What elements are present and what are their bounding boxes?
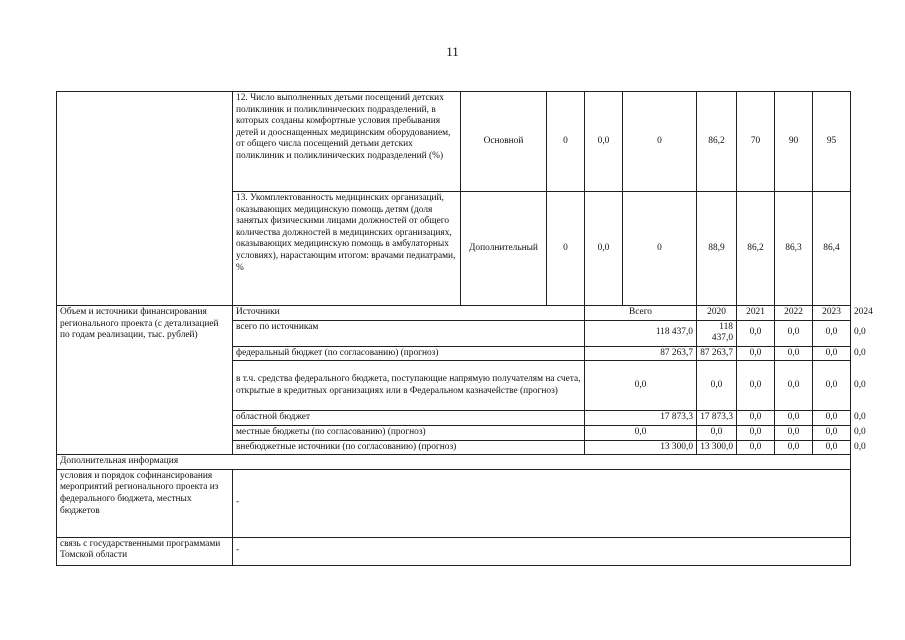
indicator-value: 86,2 (737, 192, 775, 306)
additional-value: - (233, 537, 851, 565)
indicator-type: Дополнительный (461, 192, 547, 306)
finance-value: 0,0 (813, 411, 851, 426)
indicator-type: Основной (461, 92, 547, 192)
finance-header-row: Объем и источники финансирования регионального проекта (с детализацией по годам реализации, тыс. рублей) Источники Всего 2020 2021 2022 2023 2024 (57, 306, 851, 321)
finance-source: в т.ч. средства федерального бюджета, поступающие напрямую получателям на счета, открытые в кредитных организациях или в Федеральном казначействе (прогноз) (233, 361, 585, 411)
indicator-value: 0 (623, 192, 697, 306)
additional-heading-row (57, 455, 851, 470)
left-empty-cell (57, 92, 233, 306)
finance-value: 0,0 (697, 361, 737, 411)
finance-value: 0,0 (737, 320, 775, 346)
indicator-value: 86,4 (813, 192, 851, 306)
indicator-text: 12. Число выполненных детьми посещений детских поликлиник и поликлинических подразделений, в которых созданы комфортные условия пребывания детей и дооснащенных медицинским оборудованием, от общего числа посещений детьми детских поликлиник и поликлинических подразделений (%) (233, 92, 461, 192)
indicator-value: 88,9 (697, 192, 737, 306)
finance-header-year: 2023 (813, 306, 851, 321)
indicator-value: 0,0 (585, 92, 623, 192)
finance-value: 0,0 (737, 346, 775, 361)
indicator-value: 86,3 (775, 192, 813, 306)
additional-label: условия и порядок софинансирования мероприятий регионального проекта из федерального бюджета, местных бюджетов (57, 469, 233, 537)
finance-source: областной бюджет (233, 411, 585, 426)
finance-value: 87 263,7 (697, 346, 737, 361)
finance-value: 0,0 (813, 346, 851, 361)
finance-value: 87 263,7 (585, 346, 697, 361)
finance-value: 0,0 (775, 411, 813, 426)
additional-value: - (233, 469, 851, 537)
finance-value: 0,0 (775, 440, 813, 455)
finance-row: местные бюджеты (по согласованию) (прогноз) 0,0 0,0 0,0 0,0 0,0 0,0 (57, 425, 851, 440)
indicator-value: 0 (623, 92, 697, 192)
finance-value: 0,0 (585, 361, 697, 411)
finance-source: местные бюджеты (по согласованию) (прогноз) (233, 425, 585, 440)
finance-value: 118 437,0 (697, 320, 737, 346)
finance-value: 0,0 (813, 320, 851, 346)
finance-value: 0,0 (775, 361, 813, 411)
indicator-value: 95 (813, 92, 851, 192)
finance-header-total: Всего (585, 306, 697, 321)
finance-row: областной бюджет 17 873,3 17 873,3 0,0 0,0 0,0 0,0 (57, 411, 851, 426)
finance-source: федеральный бюджет (по согласованию) (прогноз) (233, 346, 585, 361)
finance-value: 0,0 (813, 425, 851, 440)
finance-value: 0,0 (737, 440, 775, 455)
finance-source: всего по источникам (233, 320, 585, 346)
indicator-value: 86,2 (697, 92, 737, 192)
additional-label: связь с государственными программами Томской области (57, 537, 233, 565)
indicator-value: 70 (737, 92, 775, 192)
finance-value: 0,0 (775, 346, 813, 361)
finance-value: 0,0 (813, 361, 851, 411)
finance-value: 13 300,0 (697, 440, 737, 455)
additional-heading: Дополнительная информация (57, 455, 851, 470)
finance-value: 0,0 (737, 361, 775, 411)
finance-value: 118 437,0 (585, 320, 697, 346)
finance-header-year: 2020 (697, 306, 737, 321)
indicator-row (57, 92, 851, 192)
finance-value: 0,0 (813, 440, 851, 455)
indicator-text: 13. Укомплектованность медицинских организаций, оказывающих медицинскую помощь детям (доля занятых физическими лицами должностей от общего количества должностей в медицинских организациях, оказывающих медицинскую помощь в амбулаторных условиях), нарастающим итогом: врачами педиатрами, % (233, 192, 461, 306)
finance-value: 17 873,3 (585, 411, 697, 426)
page-number: 11 (446, 44, 459, 59)
finance-row: всего по источникам 118 437,0 118 437,0 0,0 0,0 0,0 0,0 (57, 320, 851, 346)
finance-row: в т.ч. средства федерального бюджета, поступающие напрямую получателям на счета, открытые в кредитных организациях или в Федеральном казначействе (прогноз) 0,0 0,0 0,0 0,0 0,0 0,0 (57, 361, 851, 411)
additional-row (57, 469, 851, 537)
finance-source: внебюджетные источники (по согласованию) (прогноз) (233, 440, 585, 455)
finance-value: 13 300,0 (585, 440, 697, 455)
finance-label: Объем и источники финансирования регионального проекта (с детализацией по годам реализации, тыс. рублей) (57, 306, 233, 455)
finance-header-sources: Источники (233, 306, 585, 321)
finance-value: 0,0 (775, 425, 813, 440)
indicator-value: 0 (547, 92, 585, 192)
finance-value: 17 873,3 (697, 411, 737, 426)
indicator-value: 0 (547, 192, 585, 306)
indicator-value: 90 (775, 92, 813, 192)
finance-value: 0,0 (697, 425, 737, 440)
indicator-value: 0,0 (585, 192, 623, 306)
finance-header-year: 2022 (775, 306, 813, 321)
finance-value: 0,0 (585, 425, 697, 440)
finance-row: федеральный бюджет (по согласованию) (прогноз) 87 263,7 87 263,7 0,0 0,0 0,0 0,0 (57, 346, 851, 361)
finance-value: 0,0 (775, 320, 813, 346)
finance-row: внебюджетные источники (по согласованию) (прогноз) 13 300,0 13 300,0 0,0 0,0 0,0 0,0 (57, 440, 851, 455)
finance-value: 0,0 (737, 425, 775, 440)
passport-table (56, 91, 873, 566)
finance-value: 0,0 (737, 411, 775, 426)
additional-row (57, 537, 851, 565)
finance-header-year: 2021 (737, 306, 775, 321)
